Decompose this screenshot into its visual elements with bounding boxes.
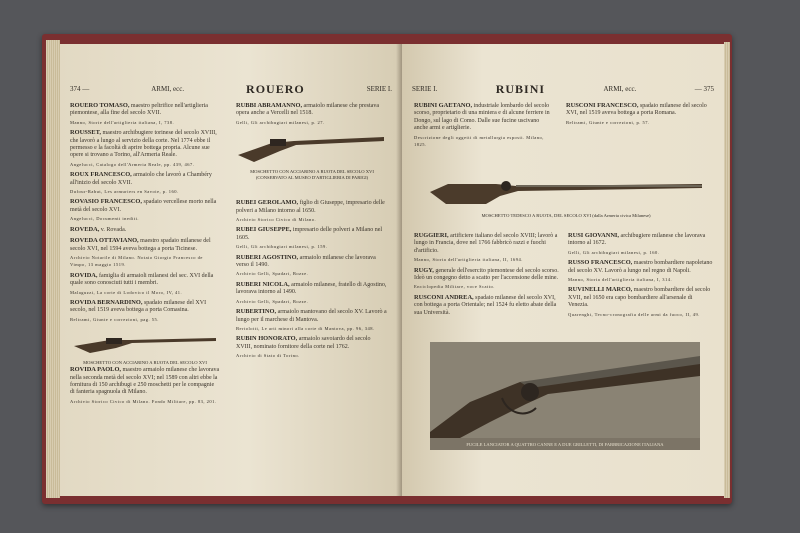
entry: RUSSO FRANCESCO, maestro bombardiere napoletano del secolo XV. Lavorò a lungo nel regno di Napoli. Manno, Storia dell'artiglieria italiana, I, 314.	[568, 259, 713, 283]
entry: RUBERI AGOSTINO, armaiolo milanese che lavorava verso il 1490. Archivio Gelli, Spadari, Bozze.	[236, 253, 376, 277]
right-column-4	[568, 232, 714, 321]
entry: RUBIN HONORATO, armaiolo savoiardo del secolo XVIII, nominato fornitore della corte nel 1762. Archivio di Stato di Torino.	[236, 335, 371, 359]
running-head-right: ARMI, ecc.	[603, 85, 637, 93]
figure-caption: MOSCHETTO TEDESCO A RUOTA, DEL SECOLO XVI (dalla Armeria civica Milanese)	[481, 213, 651, 218]
entry: ROVIDA, famiglia di armaioli milanesi del sec. XVI della quale sono conosciuti tutti i membri. Malaguzzi, La corte di Lodovico il Moro, IV, 41.	[70, 271, 214, 295]
entry: RUGGIERI, artificiere italiano del secolo XVIII; lavorò a lungo in Francia, dove nel 1766 fabbricò razzi e fuochi d'artificio. Manno, Storia dell'artiglieria italiana, II, 1694.	[414, 232, 558, 263]
left-page	[60, 44, 402, 496]
right-column-3	[414, 232, 562, 320]
musket-illustration	[236, 129, 386, 165]
entry: RUBEI GIUSEPPE, impresario delle polveri a Milano nel 1605. Gelli, Gli archibugiari milanesi, p. 159.	[236, 226, 383, 250]
page-number-right: — 375	[694, 85, 714, 93]
entry: RUSCONI FRANCESCO, spadaio milanese del secolo XVI, nel 1519 aveva bottega a porta Romana. Beltrami, Giunte e correzioni, p. 57.	[566, 102, 707, 125]
figure-caption: MOSCHETTO CON ACCIARINO A RUOTA DEL SECOLO XVI	[83, 359, 207, 365]
entry: RUBEI GEROLAMO, figlio di Giuseppe, impresario delle polveri a Milano intorno al 1650. Archivio Storico Civico di Milano.	[236, 199, 385, 223]
left-column-2	[236, 102, 388, 363]
musket-figure-right	[426, 174, 706, 220]
series-left: SERIE I.	[366, 85, 392, 93]
right-column-1	[414, 102, 554, 151]
photo-caption: FUCILE LANCIATOR A QUATTRO CANNE E A DUE GRILLETTI, DI FABBRICAZIONE ITALIANA	[466, 442, 664, 447]
entry: RUVINELLI MARCO, maestro bombardiere del secolo XVII, nel 1650 era capo bombardiere all'arsenale di Venezia. Quarenghi, Tecno-cronografia delle armi da fuoco, II, 49.	[568, 286, 711, 317]
left-column-1	[70, 102, 220, 408]
entry: RUSCONI ANDREA, spadaio milanese del secolo XVI, con bottega a porta Orientale; nel 1524 fu eletto abate della sua Università.	[414, 293, 557, 316]
entry: ROVEDA, v. Rovada.	[70, 225, 127, 233]
entry: RUGY, generale dell'esercito piemontese del secolo scorso. Ideò un congegno detto a scatto per l'accensione delle mine. Enciclopedia Militare, voce Scatto.	[414, 266, 559, 290]
musket-figure-left	[70, 326, 220, 366]
double-barrel-gun-photo	[430, 342, 700, 438]
entry: RUSI GIOVANNI, archibugiere milanese che lavorava intorno al 1672. Gelli, Gli archibugiari milanesi, p. 160.	[568, 232, 706, 255]
entry: ROUSSET, maestro archibugiere torinese del secolo XVIII, che lavorò a lungo al servizio della corte. Nel 1774 ebbe il permesso e la facoltà di aprire bottega propria. Alcune sue opere si trovano a Torino, all'Armeria Reale. Angelucci, Catalogo dell'Armeria Reale, pp. 439, 467.	[70, 129, 217, 167]
right-column-2	[566, 102, 714, 129]
musket-figure-center	[236, 129, 388, 199]
entry: RUBINI GAETANO, industriale lombardo del secolo scorso, proprietario di una miniera e di alcune ferriere in Dongo, sul lago di Como. Dalle sue fucine uscivano anche armi e artiglierie. Descrizione degli oggetti di metallurgia esposti. Milano, 1825.	[414, 102, 550, 148]
right-page-title: RUBINI	[495, 81, 546, 96]
wheel-lock-musket-illustration	[426, 174, 706, 208]
page-edges-left	[46, 40, 60, 498]
figure-caption: MOSCHETTO CON ACCIARINO A RUOTA DEL SECOLO XVI (CONSERVATO AL MUSEO D'ARTIGLIERIA DI PARIGI)	[250, 168, 374, 180]
gun-photograph	[430, 342, 700, 450]
entry: ROVEDA OTTAVIANO, maestro spadaio milanese del secolo XVI, nel 1594 aveva bottega a porta Ticinese. Archivio Notarile di Milano. Notaio Giorgio Francesco de Vimpo, 13 maggio 1519.	[70, 237, 211, 268]
entry: ROVASIO FRANCESCO, spadaio vercellese morto nella metà del secolo XVI. Angelucci, Documenti inediti.	[70, 198, 217, 222]
entry: RUBERTINO, armaiolo mantovano del secolo XV. Lavorò a lungo per il marchese di Mantova. Bertolotti, Le arti minori alla corte di Mantova, pp. 96, 348.	[236, 308, 387, 331]
entry: RUBERI NICOLA, armaiolo milanese, fratello di Agostino, lavorava intorno al 1490. Archivio Gelli, Spadari, Bozze.	[236, 280, 387, 304]
series-right: SERIE I.	[412, 85, 438, 93]
page-edges-right	[724, 42, 730, 498]
left-page-header	[70, 80, 392, 98]
entry: RUBBI ABRAMANNO, armaiolo milanese che prestava opera anche a Vercelli nel 1518. Gelli, Gli archibugiari milanesi, p. 27.	[236, 102, 380, 125]
musket-illustration	[70, 326, 220, 356]
entry: ROUERO TOMASO, maestro peltrifice nell'artiglieria piemontese, alla fine del secolo XVII. Manno, Storie dell'artiglieria italiana, I, 738.	[70, 102, 208, 125]
entry: ROUX FRANCESCO, armaiolo che lavorò a Chambéry all'inizio del secolo XVII. Dufour-Rabut, Les armuriers en Savoie, p. 160.	[70, 171, 212, 195]
entry: ROVIDA PAOLO, maestro armaiolo milanese che lavorava nella seconda metà del secolo XVI; nel 1589 con altri ebbe la fornitura di 150 archibugi e 250 moschetti per le compagnie di fanteria spagnuola di Milano. Archivio Storico Civico di Milano. Fondo Militare, pp. 83, 201.	[70, 366, 220, 404]
running-head-left: ARMI, ecc.	[151, 85, 185, 93]
entry: ROVIDA BERNARDINO, spadaio milanese del XVI secolo, nel 1519 aveva bottega a porta Comasina. Beltrami, Giunte e correzioni, pag. 55.	[70, 298, 207, 322]
page-number-left: 374 —	[70, 85, 90, 93]
right-page-header	[412, 80, 714, 98]
left-page-title: ROUERO	[246, 81, 305, 96]
